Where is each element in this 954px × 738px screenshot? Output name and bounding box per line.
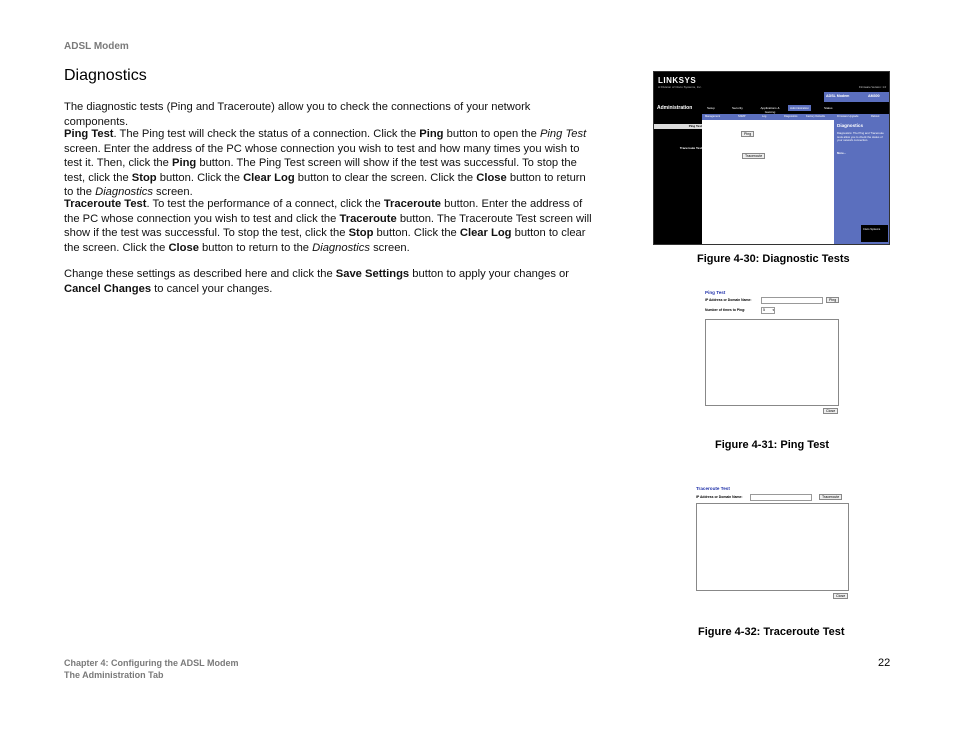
section-title: Administration — [657, 105, 693, 111]
close-button[interactable]: Close — [833, 593, 848, 599]
subtab-log[interactable]: Log — [762, 114, 767, 118]
figure-diagnostic-tests — [653, 71, 890, 245]
tab-security[interactable]: Security — [732, 106, 743, 110]
cisco-logo-text: Cisco Systems — [863, 228, 881, 231]
nav-ping-test: Ping Test — [654, 124, 702, 129]
traceroute-button[interactable]: Traceroute — [742, 153, 765, 159]
traceroute-log-area — [696, 503, 849, 591]
help-more-link[interactable]: More... — [837, 151, 847, 155]
ping-log-area — [705, 319, 839, 406]
figure-31-caption: Figure 4-31: Ping Test — [715, 439, 830, 451]
running-header: ADSL Modem — [64, 41, 129, 52]
footer — [64, 657, 239, 681]
subtab-snmp[interactable]: SNMP — [738, 114, 746, 118]
change-paragraph: Change these settings as described here and click the Save Settings button to apply your changes or Cancel Changes to cancel your changes. — [64, 268, 569, 295]
product-name: ADSL Modem — [826, 94, 850, 98]
logo-tagline: A Division of Cisco Systems, Inc. — [658, 85, 702, 89]
figure-traceroute-test — [695, 484, 851, 604]
subtab-factory-defaults[interactable]: Factory Defaults — [806, 114, 825, 118]
nav-traceroute-test: Traceroute Test — [679, 146, 702, 150]
traceroute-test-title: Traceroute Test — [696, 486, 730, 491]
traceroute-button[interactable]: Traceroute — [819, 494, 842, 500]
ping-button[interactable]: Ping — [741, 131, 754, 137]
tab-setup[interactable]: Setup — [707, 106, 715, 110]
times-label: Number of times to Ping: — [705, 308, 746, 312]
figure-30-caption: Figure 4-30: Diagnostic Tests — [697, 253, 850, 265]
ping-term: Ping Test — [64, 128, 114, 140]
page-number: 22 — [878, 657, 891, 669]
intro-paragraph: The diagnostic tests (Ping and Traceroute) allow you to check the connections of your network components. — [64, 101, 531, 128]
page-title: Diagnostics — [64, 67, 147, 84]
ping-test-title: Ping Test — [705, 290, 726, 295]
subtab-reboot[interactable]: Reboot — [871, 114, 880, 118]
firmware-version: Firmware Version: 1.0 — [859, 85, 887, 89]
footer-section: The Administration Tab — [64, 670, 164, 680]
chevron-down-icon: ▾ — [772, 308, 774, 312]
tab-administration[interactable]: Administration — [790, 106, 810, 110]
ip-address-label: IP Address or Domain Name: — [696, 495, 743, 499]
linksys-logo: LINKSYS — [658, 76, 697, 85]
subtab-firmware-upgrade[interactable]: Firmware Upgrade — [837, 114, 859, 118]
tab-applications-gaming[interactable]: Applications & Gaming — [760, 106, 780, 114]
ip-address-input[interactable] — [750, 494, 812, 501]
main-panel — [702, 120, 833, 244]
help-text: Diagnostics: The Ping and Traceroute tests allow you to check the status of your network connection. — [837, 131, 884, 142]
footer-chapter: Chapter 4: Configuring the ADSL Modem — [64, 658, 239, 668]
ping-button[interactable]: Ping — [826, 297, 839, 303]
traceroute-term: Traceroute Test — [64, 198, 147, 210]
tab-status[interactable]: Status — [824, 106, 833, 110]
times-select[interactable] — [761, 307, 775, 314]
subtab-diagnostics[interactable]: Diagnostics — [784, 114, 798, 118]
traceroute-paragraph: Traceroute Test. To test the performance of a connect, click the Traceroute button. Enter the address of the PC whose connection you wish to test and click the Traceroute button. The Traceroute Test screen will show if the test was successful. To stop the test, click the Stop button. Click the Clear Log button to clear the screen. Click the Close button to return to the Diagnostics screen. — [64, 198, 592, 254]
times-value: 5 — [763, 308, 765, 312]
ip-address-label: IP Address or Domain Name: — [705, 298, 752, 302]
close-button[interactable]: Close — [823, 408, 838, 414]
ip-address-input[interactable] — [761, 297, 823, 304]
help-title: Diagnostics — [837, 123, 864, 128]
model-name: AM300 — [868, 94, 880, 98]
ping-paragraph: Ping Test. The Ping test will check the status of a connection. Click the Ping button to open the Ping Test screen. Enter the address of the PC whose connection you wish to test and how many times you wish to test it. Then, click the Ping button. The Ping Test screen will show if the test was successful. To stop the test, click the Stop button. Click the Clear Log button to clear the screen. Click the Close button to return to the Diagnostics screen. — [64, 128, 587, 199]
figure-32-caption: Figure 4-32: Traceroute Test — [698, 626, 845, 638]
figure-ping-test — [702, 286, 840, 416]
subtab-management[interactable]: Management — [705, 114, 721, 118]
